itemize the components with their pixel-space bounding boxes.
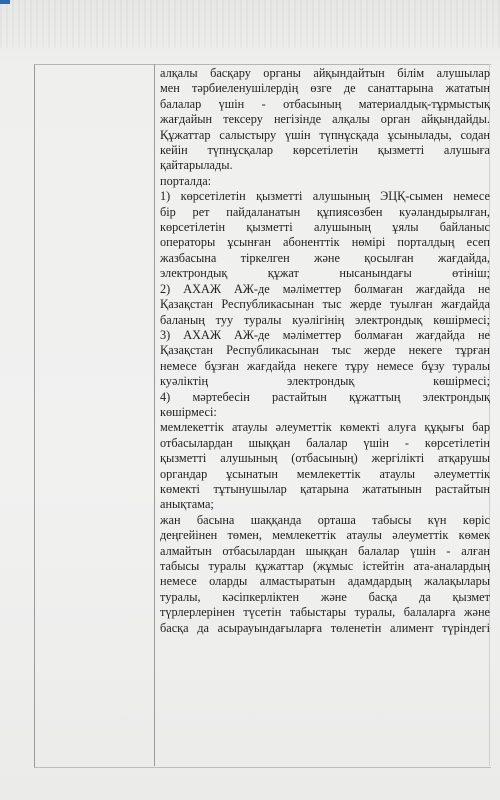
top-scan-artifact — [0, 0, 500, 48]
document-text-cell — [160, 66, 490, 636]
text-line: электрондық құжат нысанындағы өтініш; — [160, 266, 490, 281]
text-line: 3) АХАЖ АЖ-де мәліметтер болмаған жағдайда не — [160, 327, 490, 342]
text-line: кейін түпнұсқалар көрсетілетін қызметті алушыға — [160, 143, 490, 158]
text-line: жағдайын тексеру негізінде алқалы орган айқындайды. — [160, 112, 490, 127]
text-line: 2) АХАЖ АЖ-де мәліметтер болмаған жағдайда не — [160, 281, 490, 296]
text-line: мен тәрбиеленушілердің өзге де санаттарына жататын — [160, 81, 490, 96]
text-line: мемлекеттік атаулы әлеуметтік көмекті алуға құқығы бар — [160, 420, 490, 435]
text-line: алқалы басқару органы айқындайтын білім алушылар — [160, 66, 490, 80]
text-line: отбасылардан шыққан балалар үшін - көрсетілетін — [160, 435, 490, 450]
text-line: алмайтын отбасылардан шыққан балалар үшін - алған — [160, 543, 490, 558]
text-line: қайтарылады. — [160, 158, 233, 173]
corner-marker — [0, 0, 10, 4]
column-divider — [154, 64, 155, 766]
text-line: түрлерлерінен түсетін табыстары туралы, балаларға және — [160, 605, 490, 620]
text-line: қызметті алушының (отбасының) жергілікті атқарушы — [160, 451, 490, 466]
text-line: немесе оларды алмастыратын адамдардың жалақылары — [160, 574, 490, 589]
text-line: анықтама; — [160, 497, 214, 512]
text-line: көрсетілетін қызметті алушының ұялы байланыс — [160, 220, 490, 235]
text-line: 1) көрсетілетін қызметті алушының ЭЦҚ-сымен немесе — [160, 189, 490, 204]
text-line: басқа да асырауындағыларға төленетін алимент түріндегі — [160, 620, 490, 635]
text-line: баланың туу туралы куәлігінің электрондық көшірмесі; — [160, 312, 490, 327]
text-line: бір рет пайдаланатын құпиясөзбен куәландырылған, — [160, 204, 490, 219]
text-line: көмекті тұтынушылар қатарына жататынын растайтын — [160, 481, 490, 496]
text-line: балалар үшін - отбасының материалдық-тұрмыстық — [160, 96, 490, 111]
text-line: органдар ұсынатын мемлекеттік атаулы әлеуметтік — [160, 466, 490, 481]
text-line: 4) мәртебесін растайтын құжаттың электрондық — [160, 389, 490, 404]
text-line: жазбасына тіркелген және қосылған жағдайда, — [160, 250, 490, 265]
text-line: туралы, кәсіпкерліктен және басқа да қызмет — [160, 589, 490, 604]
text-line: Құжаттар салыстыру үшін түпнұсқада ұсынылады, содан — [160, 127, 490, 142]
text-line: куәліктің электрондық көшірмесі; — [160, 374, 490, 389]
text-line: Қазақстан Республикасынан тыс жерде туылған жағдайда — [160, 297, 490, 312]
text-line: жан басына шаққанда орташа табысы күн көріс — [160, 512, 490, 527]
text-line: немесе бұзған жағдайда некеге тұру немесе бұзу туралы — [160, 358, 490, 373]
text-line: Қазақстан Республикасынан тыс жерде некеге тұрған — [160, 343, 490, 358]
text-line: көшірмесі: — [160, 404, 217, 419]
text-line: табысы туралы құжаттар (жұмыс істейтін ата-аналардың — [160, 559, 490, 573]
text-line: деңгейінен төмен, мемлекеттік атаулы әлеуметтік көмек — [160, 528, 490, 543]
text-line: порталда: — [160, 173, 212, 188]
text-line: операторы ұсынған абоненттік нөмірі порталдың есеп — [160, 235, 490, 250]
